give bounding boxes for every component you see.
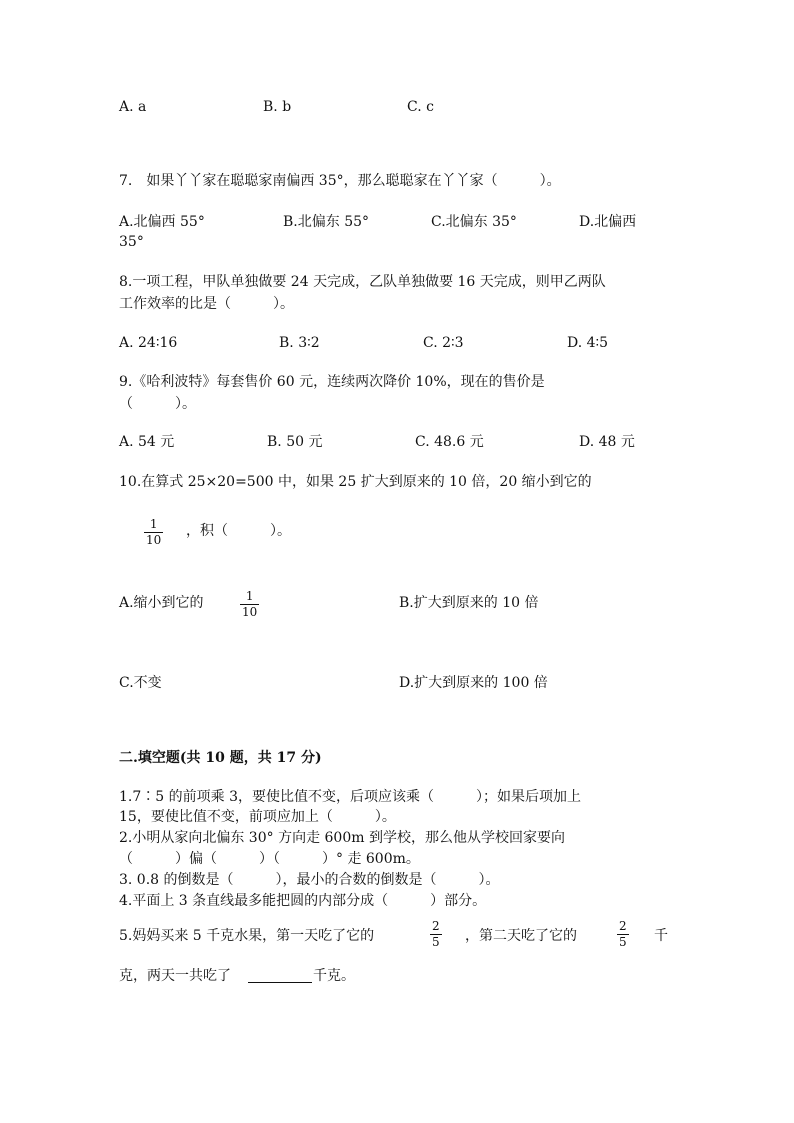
fill-1-line1: 1.7∶5 的前项乘 3，要使比值不变，后项应该乘（ ）；如果后项加上 [119, 789, 581, 805]
q10-fraction [144, 518, 163, 547]
answer-blank[interactable] [248, 966, 312, 983]
q10-option-c: C.不变 [119, 675, 162, 691]
q10-fraction-denominator: 10 [146, 533, 162, 547]
fill-5-fraction-1-denominator: 5 [432, 935, 440, 949]
fill-5-fraction-2 [617, 920, 629, 949]
q10-fraction-numerator: 1 [149, 517, 158, 531]
q8-option-a: A. 24∶16 [119, 335, 178, 351]
fill-1-line2: 15，要使比值不变，前项应加上（ ）。 [119, 809, 396, 825]
q8-option-d: D. 4∶5 [567, 335, 609, 351]
q8-option-c: C. 2∶3 [423, 335, 464, 351]
q7-option-a: A.北偏西 55° [119, 214, 205, 230]
q8-stem-line1: 8.一项工程，甲队单独做要 24 天完成，乙队单独做要 16 天完成，则甲乙两队 [119, 274, 606, 290]
q10-option-a-fraction [240, 590, 259, 619]
q6-option-c: C. c [407, 99, 434, 115]
q9-option-d: D. 48 元 [579, 434, 635, 450]
q10-option-a-prefix: A.缩小到它的 [119, 595, 204, 611]
q10-stem-line2: ，积（ ）。 [186, 523, 291, 539]
q10-option-d: D.扩大到原来的 100 倍 [399, 675, 548, 691]
q6-option-a: A. a [119, 99, 147, 115]
q7-option-d-continued: 35° [119, 234, 144, 250]
fill-5-line2-after: 千克。 [313, 968, 355, 984]
fill-5-part1: 5.妈妈买来 5 千克水果，第一天吃了它的 [119, 928, 375, 944]
fill-5-fraction-1 [430, 920, 442, 949]
q10-option-a-denominator: 10 [242, 605, 258, 619]
q10-stem-line1: 10.在算式 25×20=500 中，如果 25 扩大到原来的 10 倍，20 缩小到它的 [119, 474, 592, 490]
section-heading: 二.填空题(共 10 题，共 17 分) [119, 750, 322, 766]
q8-option-b: B. 3∶2 [279, 335, 320, 351]
q7-option-c: C.北偏东 35° [431, 214, 517, 230]
q9-option-b: B. 50 元 [267, 434, 323, 450]
q7-option-d: D.北偏西 [579, 214, 637, 230]
fill-5-fraction-1-numerator: 2 [432, 919, 440, 933]
q7-stem: 7. 如果丫丫家在聪聪家南偏西 35°，那么聪聪家在丫丫家（ ）。 [119, 173, 561, 189]
fill-5-part2: ，第二天吃了它的 [465, 928, 577, 944]
fill-5-fraction-2-numerator: 2 [619, 919, 627, 933]
q9-stem-line2: （ ）。 [119, 396, 196, 412]
q10-option-b: B.扩大到原来的 10 倍 [399, 595, 539, 611]
fill-2-line1: 2.小明从家向北偏东 30° 方向走 600m 到学校，那么他从学校回家要向 [119, 830, 565, 846]
q9-stem-line1: 9.《哈利波特》每套售价 60 元，连续两次降价 10%，现在的售价是 [119, 374, 545, 390]
q8-stem-line2: 工作效率的比是（ ）。 [119, 296, 294, 312]
fill-3: 3. 0.8 的倒数是（ ），最小的合数的倒数是（ ）。 [119, 872, 500, 888]
q6-option-b: B. b [263, 99, 292, 115]
q9-option-c: C. 48.6 元 [415, 434, 484, 450]
q10-option-a-numerator: 1 [245, 589, 254, 603]
fill-5-fraction-2-denominator: 5 [619, 935, 627, 949]
fill-5-line2-before: 克，两天一共吃了 [119, 968, 231, 984]
fill-4: 4.平面上 3 条直线最多能把圆的内部分成（ ）部分。 [119, 893, 487, 909]
q9-option-a: A. 54 元 [119, 434, 175, 450]
fill-5-part3: 千 [654, 928, 668, 944]
fill-2-line2: （ ）偏（ ）（ ）° 走 600m。 [119, 851, 420, 867]
q7-option-b: B.北偏东 55° [283, 214, 370, 230]
